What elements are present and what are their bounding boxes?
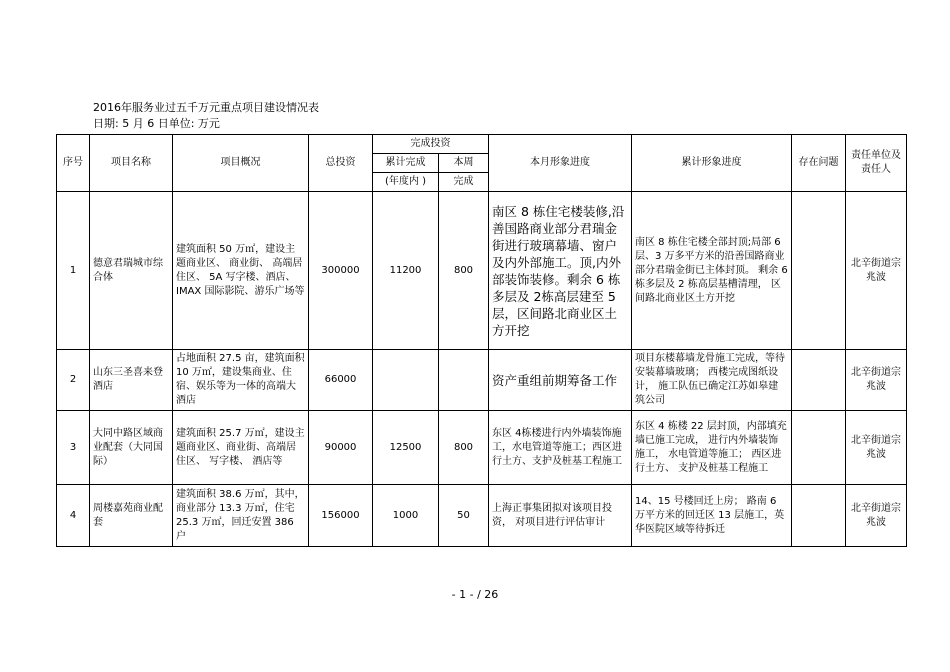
row-month-progress: 南区 8 栋住宅楼装修,沿善国路商业部分君瑞金街进行玻璃幕墙、窗户及内外部施工。顶,内外部装饰装修。剩余 6 栋多层及 2栋高层建至 5 层，区间路北商业区土方开挖 xyxy=(489,192,632,350)
row-responsible: 北辛街道宗兆波 xyxy=(846,350,907,411)
row-issues xyxy=(792,485,846,547)
row-overview: 建筑面积 50 万㎡，建设主题商业区、 商业街、 高端居住区、 5A 写字楼、酒店、 IMAX 国际影院、游乐广场等 xyxy=(173,192,309,350)
row-cumulative xyxy=(373,350,439,411)
row-total: 90000 xyxy=(309,411,373,485)
row-total: 300000 xyxy=(309,192,373,350)
row-issues xyxy=(792,192,846,350)
row-cumulative: 12500 xyxy=(373,411,439,485)
header-total: 总投资 xyxy=(309,135,373,192)
table-title: 2016年服务业过五千万元重点项目建设情况表 xyxy=(93,101,319,114)
row-responsible: 北辛街道宗兆波 xyxy=(846,485,907,547)
row-total: 66000 xyxy=(309,350,373,411)
table-row xyxy=(57,411,907,485)
date-unit-line: 日期: 5 月 6 日单位: 万元 xyxy=(93,117,220,130)
row-cumulative-progress: 南区 8 栋住宅楼全部封顶;局部 6 层、3 万多平方米的沿善国路商业部分君瑞金街已主体封顶。 剩余 6 栋多层及 2 栋高层基槽清理， 区间路北商业区土方开挖 xyxy=(632,192,792,350)
row-week: 800 xyxy=(439,192,489,350)
header-completed: 完成投资 xyxy=(373,135,489,154)
header-cumulative-progress: 累计形象进度 xyxy=(632,135,792,192)
project-table xyxy=(56,134,907,547)
row-responsible: 北辛街道宗兆波 xyxy=(846,411,907,485)
row-cumulative-progress: 14、15 号楼回迁上房； 路南 6 万平方米的回迁区 13 层施工，英华医院区域等待拆迁 xyxy=(632,485,792,547)
row-cumulative: 1000 xyxy=(373,485,439,547)
row-issues xyxy=(792,350,846,411)
row-no: 3 xyxy=(57,411,90,485)
header-month-progress: 本月形象进度 xyxy=(489,135,632,192)
header-overview: 项目概况 xyxy=(173,135,309,192)
row-total: 156000 xyxy=(309,485,373,547)
row-overview: 占地面积 27.5 亩，建筑面积 10 万㎡，建设集商业、住宿、娱乐等为一体的高端大酒店 xyxy=(173,350,309,411)
row-name: 德意君瑞城市综合体 xyxy=(90,192,173,350)
header-no: 序号 xyxy=(57,135,90,192)
row-overview: 建筑面积 25.7 万㎡，建设主题商业区、商业街、高端居住区、 写字楼、 酒店等 xyxy=(173,411,309,485)
header-cumulative: 累计完成 xyxy=(373,154,439,173)
header-responsible: 责任单位及责任人 xyxy=(846,135,907,192)
row-issues xyxy=(792,411,846,485)
table-row xyxy=(57,485,907,547)
row-no: 1 xyxy=(57,192,90,350)
row-no: 4 xyxy=(57,485,90,547)
header-week: 本周 xyxy=(439,154,489,173)
row-name: 周楼嘉苑商业配套 xyxy=(90,485,173,547)
row-cumulative-progress: 项目东楼幕墙龙骨施工完成，等待安装幕墙玻璃； 西楼完成图纸设计， 施工队伍已确定江苏如皋建筑公司 xyxy=(632,350,792,411)
page-number: - 1 - / 26 xyxy=(451,588,499,601)
table-row xyxy=(57,350,907,411)
row-month-progress: 东区 4栋楼进行内外墙装饰施工，水电管道等施工；西区进行土方、支护及桩基工程施工 xyxy=(489,411,632,485)
row-month-progress: 资产重组前期筹备工作 xyxy=(489,350,632,411)
row-week: 800 xyxy=(439,411,489,485)
row-cumulative-progress: 东区 4 栋楼 22 层封顶，内部填充墙已施工完成， 进行内外墙装饰施工， 水电管道等施工； 西区进行土方、 支护及桩基工程施工 xyxy=(632,411,792,485)
table-row xyxy=(57,192,907,350)
row-week: 50 xyxy=(439,485,489,547)
row-overview: 建筑面积 38.6 万㎡，其中，商业部分 13.3 万㎡，住宅 25.3 万㎡，回迁安置 386 户 xyxy=(173,485,309,547)
header-issues: 存在问题 xyxy=(792,135,846,192)
row-name: 山东三圣喜来登酒店 xyxy=(90,350,173,411)
header-name: 项目名称 xyxy=(90,135,173,192)
row-month-progress: 上海正事集团拟对该项目投资， 对项目进行评估审计 xyxy=(489,485,632,547)
header-week-sub: 完成 xyxy=(439,173,489,192)
row-cumulative: 11200 xyxy=(373,192,439,350)
row-week xyxy=(439,350,489,411)
row-responsible: 北辛街道宗兆波 xyxy=(846,192,907,350)
row-name: 大同中路区域商业配套（大同国际） xyxy=(90,411,173,485)
row-no: 2 xyxy=(57,350,90,411)
header-cumulative-sub: (年度内 ) xyxy=(373,173,439,192)
